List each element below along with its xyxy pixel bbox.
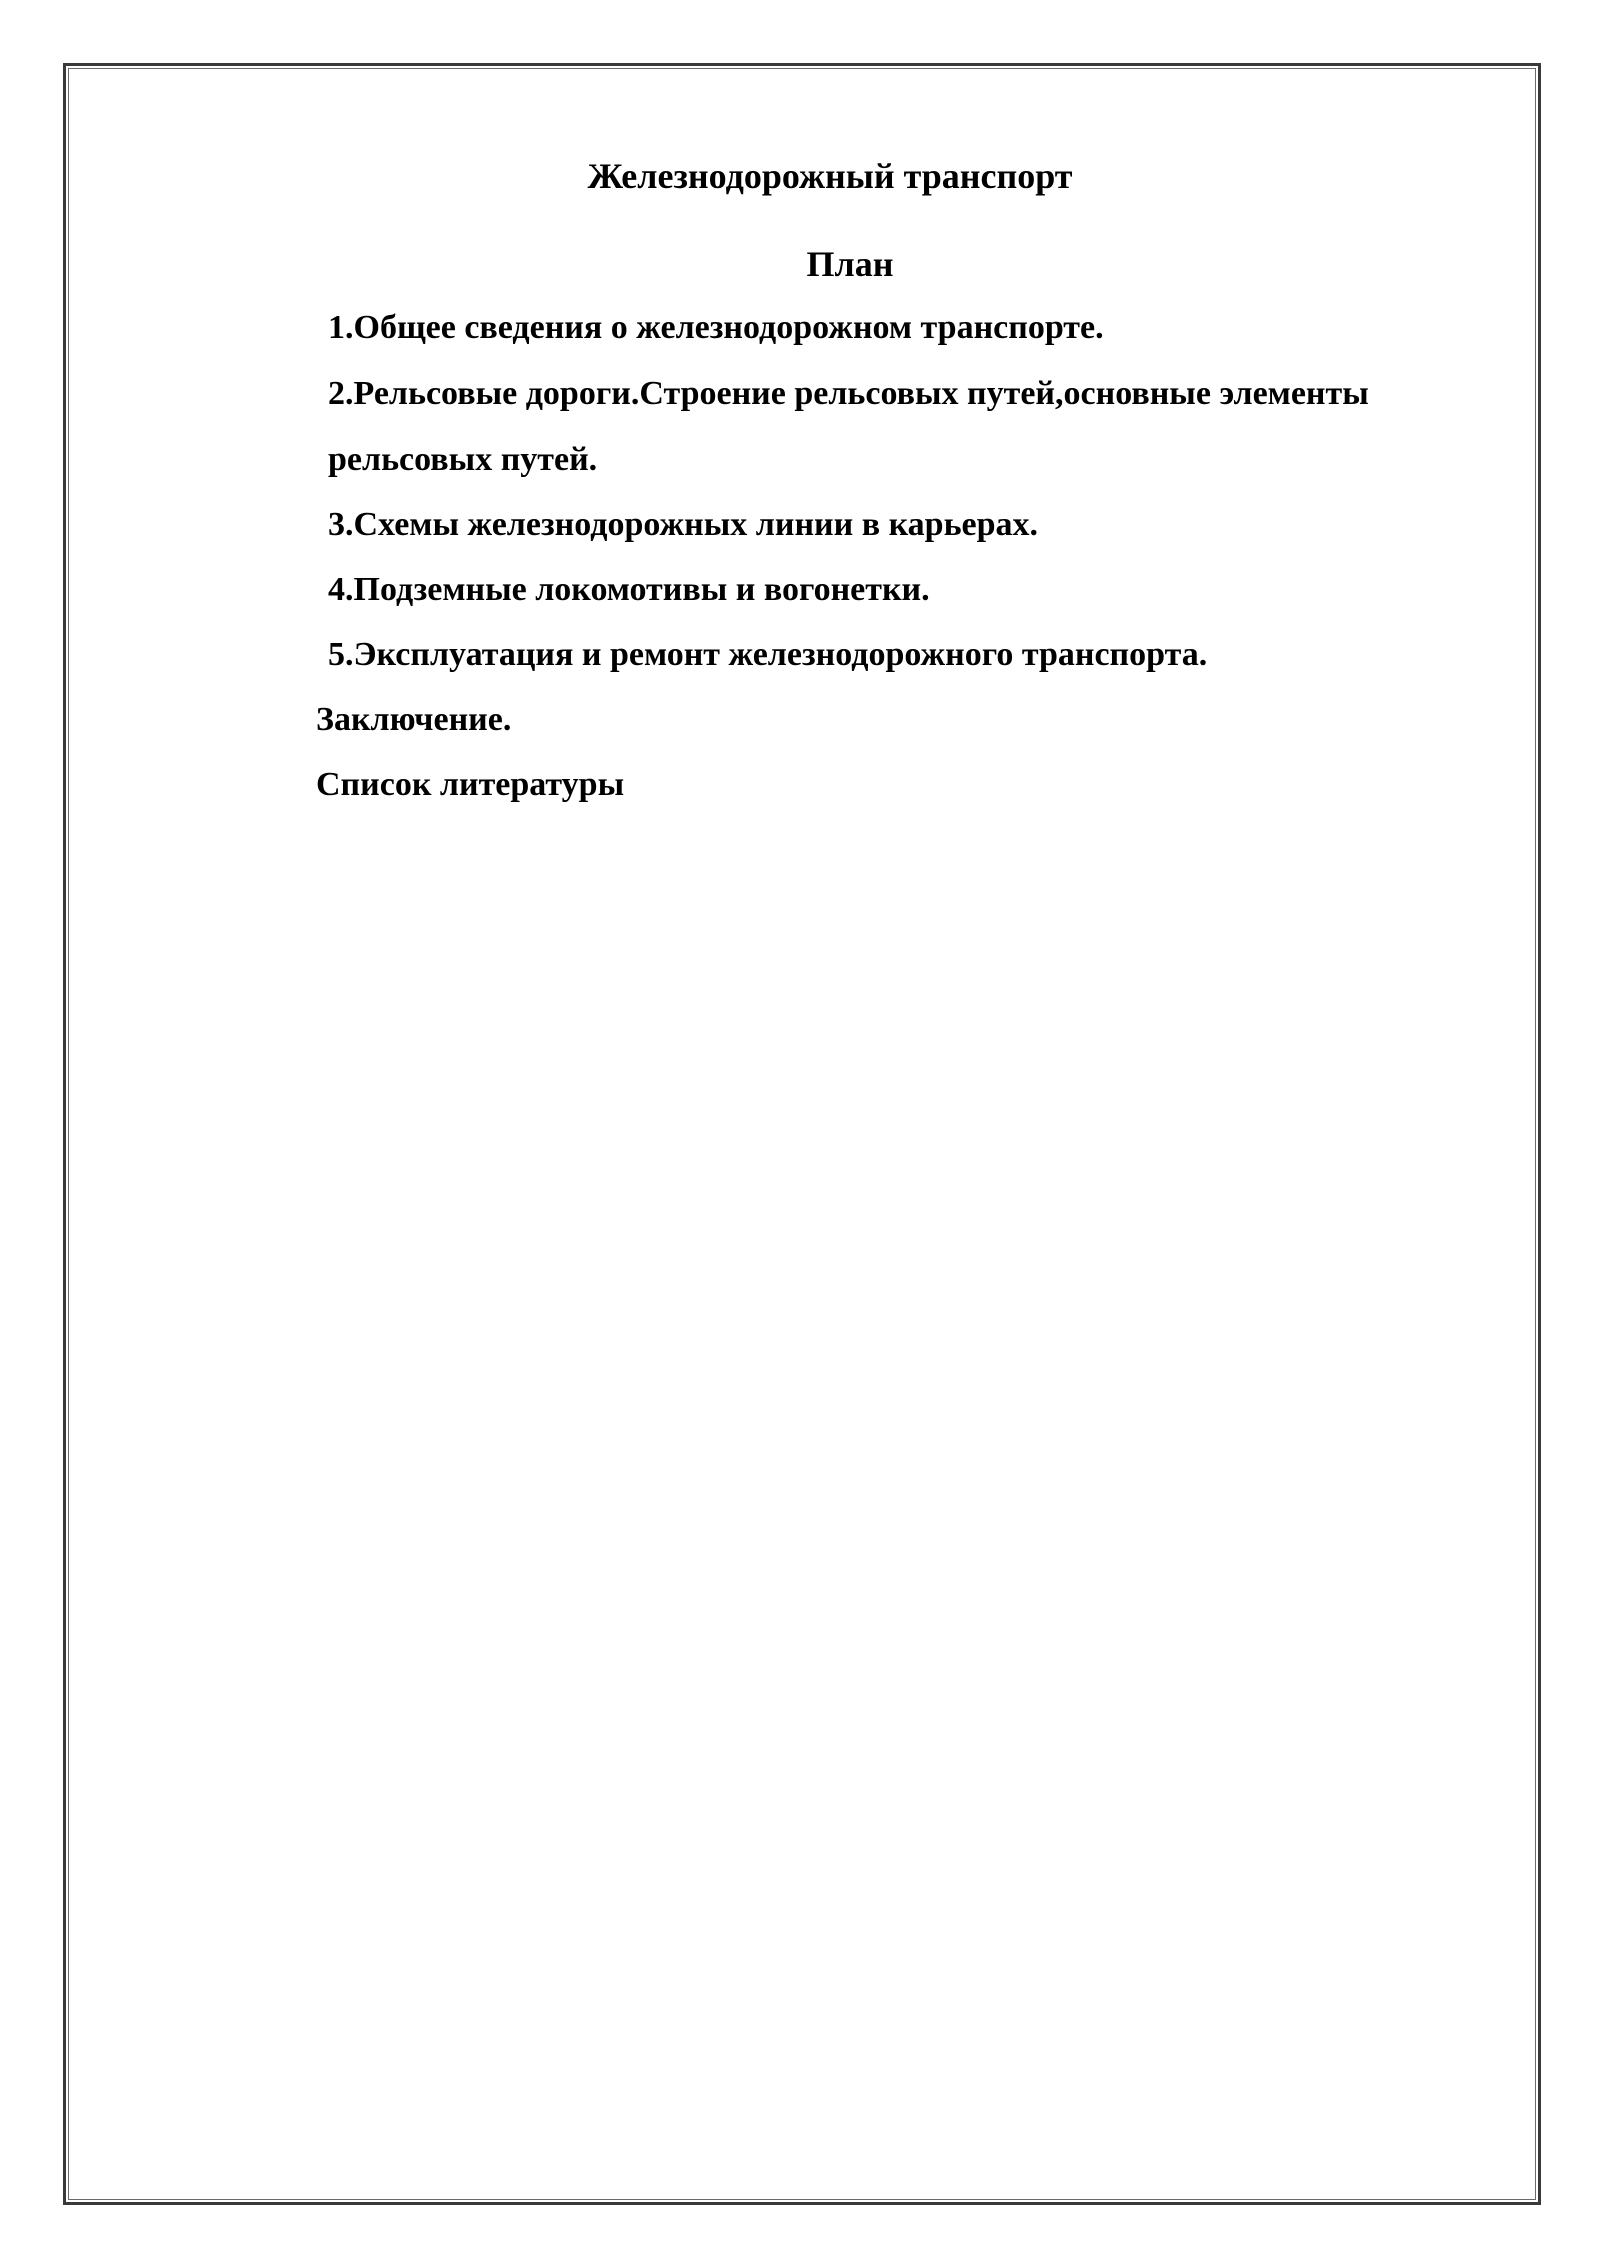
references-item: Список литературы (316, 766, 625, 803)
plan-heading: План (806, 244, 894, 284)
plan-item-4: 4.Подземные локомотивы и вогонетки. (328, 571, 930, 608)
document-title: Железнодорожный транспорт (587, 156, 1073, 196)
plan-item-5: 5.Эксплуатация и ремонт железнодорожного транспорта. (328, 636, 1208, 673)
plan-item-2: 2.Рельсовые дороги.Строение рельсовых путей,основные элементы (328, 375, 1369, 412)
plan-item-1: 1.Общее сведения о железнодорожном транспорте. (328, 309, 1104, 346)
plan-item-2-continued: рельсовых путей. (328, 441, 598, 478)
conclusion-item: Заключение. (316, 701, 512, 738)
plan-item-3: 3.Схемы железнодорожных линии в карьерах. (328, 506, 1039, 543)
